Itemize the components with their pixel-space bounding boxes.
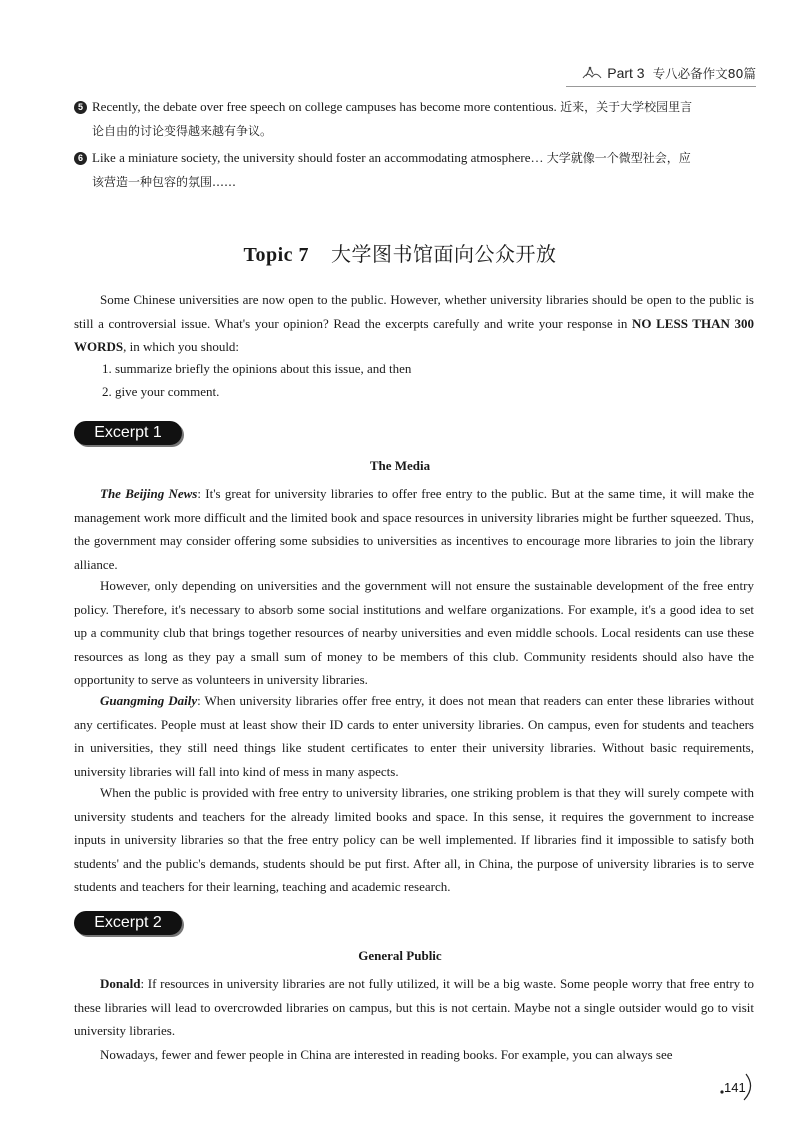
source-name: Donald bbox=[100, 976, 141, 991]
excerpt-2-paragraph-2 bbox=[74, 1043, 754, 1067]
sentence-cn: 大学就像一个微型社会，应 bbox=[546, 151, 691, 165]
page-number bbox=[716, 1070, 756, 1104]
excerpt-1-paragraph-2 bbox=[74, 574, 754, 692]
source-name: Guangming Daily bbox=[100, 693, 198, 708]
excerpt-2-heading: General Public bbox=[358, 948, 442, 963]
topic-heading bbox=[0, 238, 800, 267]
page-number-bracket-icon bbox=[716, 1070, 756, 1104]
instructions-paragraph bbox=[74, 288, 754, 359]
source-name: The Beijing News bbox=[100, 486, 198, 501]
number-badge-5: 5 bbox=[74, 101, 87, 114]
example-sentence-5 bbox=[74, 95, 758, 143]
header-title: 专八必备作文80篇 bbox=[652, 66, 756, 81]
excerpt-2-label: Excerpt 2 bbox=[74, 911, 182, 935]
excerpt-1-heading: The Media bbox=[369, 458, 431, 473]
example-sentence-6 bbox=[74, 146, 758, 194]
topic-number: Topic 7 bbox=[243, 244, 310, 266]
paragraph-text: : It's great for university libraries to offer free entry to the public. But at the same time, it will make the management work more difficult and the limited book and space resources in university libraries might be further squeezed. Thus, the government may consider offering some subsidies to universities as incentives to encourage more libraries to join the library alliance. bbox=[74, 486, 754, 572]
excerpt-1-label: Excerpt 1 bbox=[74, 421, 182, 445]
excerpt-1-paragraph-1 bbox=[74, 482, 754, 576]
paragraph-text: When the public is provided with free entry to university libraries, one striking problem is that they will surely compete with university students and teachers for the already limited books and space. In this sense, it requires the government to increase inputs in university libraries so that the free entry policy can be well implemented. If libraries find it impossible to satisfy both students' and the public's demands, students should be put first. After all, in China, the purpose of university libraries is to serve students and teachers for their learning, teaching and academic research. bbox=[74, 785, 754, 894]
sentence-en: Recently, the debate over free speech on college campuses has become more contentious. bbox=[92, 99, 557, 114]
topic-title: 大学图书馆面向公众开放 bbox=[331, 242, 557, 266]
task-item-2: 2. give your comment. bbox=[102, 384, 220, 399]
instructions-tail: , in which you should: bbox=[123, 339, 240, 354]
excerpt-2-paragraph-1 bbox=[74, 972, 754, 1043]
sentence-cn-cont: 论自由的讨论变得越来越有争议。 bbox=[92, 124, 273, 138]
paragraph-text: Nowadays, fewer and fewer people in China are interested in reading books. For example, you can always see bbox=[100, 1047, 673, 1062]
sentence-cn-cont: 该营造一种包容的氛围…… bbox=[92, 175, 237, 189]
sentence-en: Like a miniature society, the university should foster an accommodating atmosphere… bbox=[92, 150, 544, 165]
task-list bbox=[102, 357, 411, 403]
excerpt-1-paragraph-4 bbox=[74, 781, 754, 899]
book-logo-icon bbox=[581, 65, 603, 81]
page-number-text: 141 bbox=[724, 1080, 746, 1095]
header-part: Part 3 bbox=[607, 65, 645, 81]
sentence-cn: 近来，关于大学校园里言 bbox=[560, 100, 693, 114]
paragraph-text: : When university libraries offer free entry, it does not mean that readers can enter these libraries without any certificates. People must at least show their ID cards to enter university libraries. On campus, even for students and teachers in universities, they still need things like student certificates to enter their university libraries. Without basic requirements, university libraries will fall into kind of mess in many aspects. bbox=[74, 693, 754, 779]
paragraph-text: : If resources in university libraries are not fully utilized, it will be a big waste. Some people worry that free entry to these libraries will lead to overcrowded libraries on campus, but this is not certain. Maybe not a single outsider would go to visit university libraries. bbox=[74, 976, 754, 1038]
instructions-intro: Some Chinese universities are now open to the public. However, whether university libraries should be open to the public is still a controversial issue. What's your opinion? Read the excerpts carefully and write your response in bbox=[74, 292, 754, 331]
task-item-1: 1. summarize briefly the opinions about this issue, and then bbox=[102, 361, 412, 376]
number-badge-6: 6 bbox=[74, 152, 87, 165]
running-header bbox=[581, 64, 756, 82]
excerpt-1-paragraph-3 bbox=[74, 689, 754, 783]
paragraph-text: However, only depending on universities and the government will not ensure the sustainable development of the free entry policy. Therefore, it's necessary to absorb some social institutions and welfare organizations. For example, it's a good idea to set up a community club that brings together resources of nearby universities and even middle schools. Local residents can use these resources as long as they pay a small sum of money to be members of this club. Community residents should also have the opportunity to serve as volunteers in university libraries. bbox=[74, 578, 754, 687]
header-divider bbox=[566, 86, 756, 87]
word-requirement: NO LESS THAN 300 WORDS bbox=[74, 315, 754, 354]
